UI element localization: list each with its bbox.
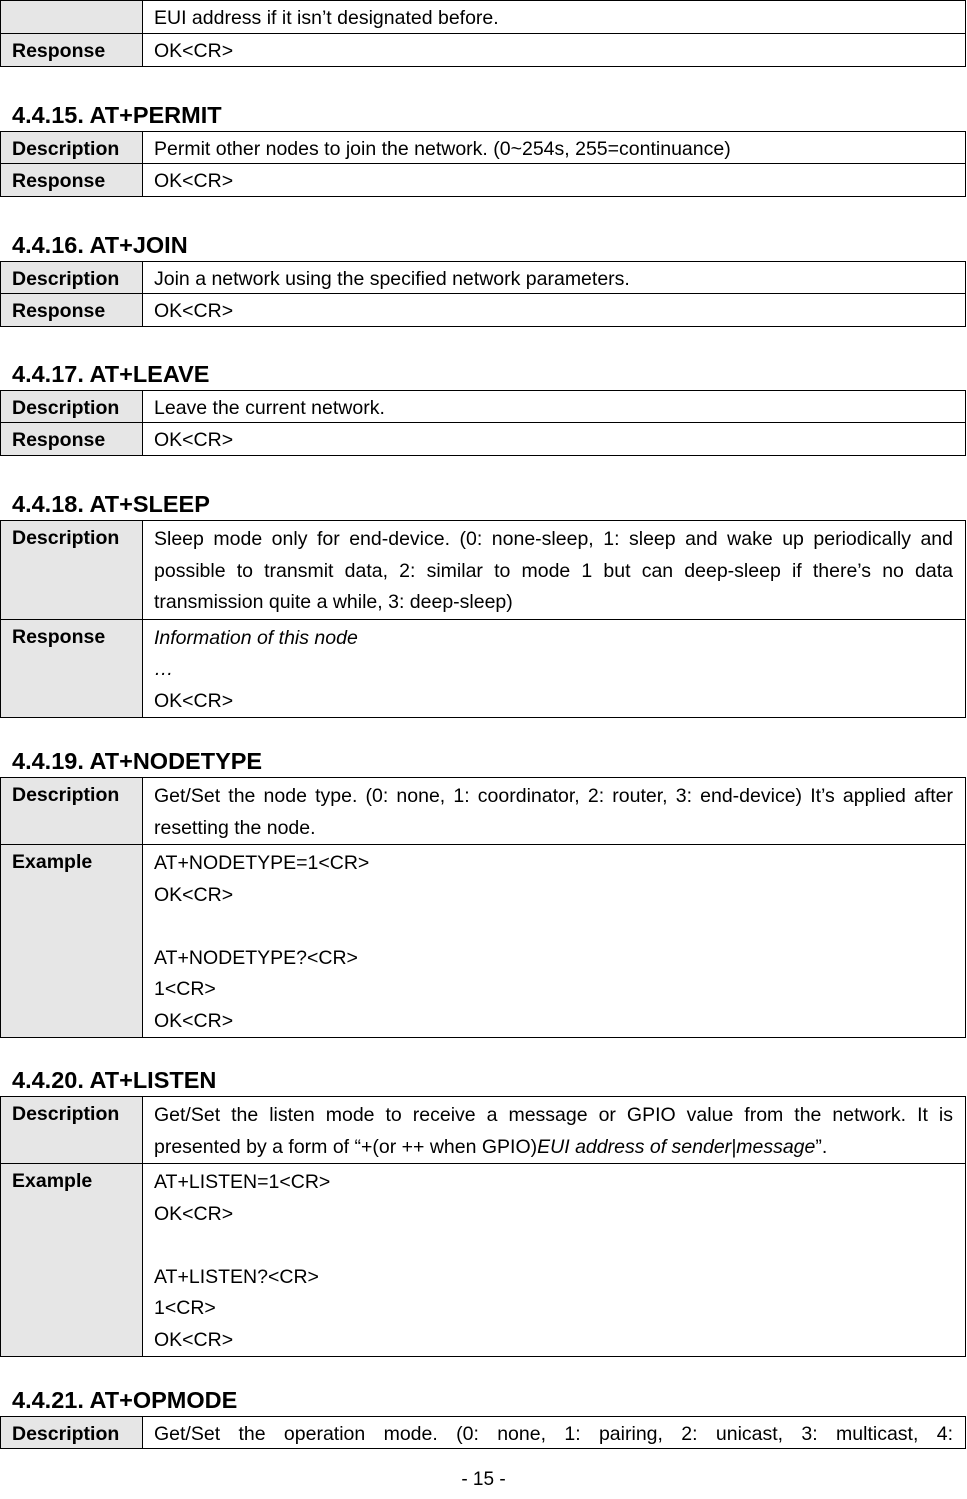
response-label: Response <box>1 423 143 456</box>
example-lines <box>143 845 966 1038</box>
example-line <box>154 911 953 943</box>
example-line: 1<CR> <box>154 1297 216 1319</box>
description-value: Join a network using the specified network parameters. <box>143 262 966 294</box>
table-sleep <box>0 520 966 718</box>
example-label: Example <box>1 845 143 1038</box>
table-join <box>0 261 966 327</box>
section-heading-join: 4.4.16. AT+JOIN <box>12 232 188 258</box>
response-label: Response <box>1 34 143 67</box>
description-italic: EUI address of sender|message <box>537 1135 816 1158</box>
example-lines <box>143 1164 966 1357</box>
table-permit <box>0 131 966 197</box>
response-line: Information of this node <box>154 626 358 649</box>
description-label: Description <box>1 521 143 620</box>
table-continuation <box>0 0 966 67</box>
continuation-text: EUI address if it isn’t designated before. <box>143 1 966 34</box>
response-value: OK<CR> <box>143 294 966 327</box>
description-label: Description <box>1 132 143 164</box>
table-listen <box>0 1096 966 1357</box>
description-value: Leave the current network. <box>143 391 966 423</box>
description-value: Permit other nodes to join the network. (0~254s, 255=continuance) <box>143 132 966 164</box>
description-label: Description <box>1 778 143 845</box>
example-label: Example <box>1 1164 143 1357</box>
empty-label-cell <box>1 1 143 34</box>
response-value: OK<CR> <box>143 34 966 67</box>
section-heading-permit: 4.4.15. AT+PERMIT <box>12 102 222 128</box>
section-heading-leave: 4.4.17. AT+LEAVE <box>12 361 210 387</box>
section-heading-nodetype: 4.4.19. AT+NODETYPE <box>12 748 263 774</box>
description-label: Description <box>1 391 143 423</box>
description-value: Get/Set the operation mode. (0: none, 1: pairing, 2: unicast, 3: multicast, 4: <box>143 1417 966 1449</box>
response-label: Response <box>1 294 143 327</box>
response-value: OK<CR> <box>143 423 966 456</box>
response-label: Response <box>1 619 143 718</box>
page-number: - 15 - <box>461 1469 506 1490</box>
example-line: AT+NODETYPE=1<CR> <box>154 852 370 874</box>
table-leave <box>0 390 966 456</box>
description-value: Sleep mode only for end-device. (0: none-sleep, 1: sleep and wake up periodically and possible to transmit data, 2: similar to mode 1 but can deep-sleep if there’s no data transmission quite a while, 3: deep-sleep) <box>143 521 966 620</box>
example-line: 1<CR> <box>154 978 216 1000</box>
example-line: AT+LISTEN=1<CR> <box>154 1171 331 1193</box>
response-value: OK<CR> <box>143 164 966 197</box>
example-line: OK<CR> <box>154 1009 234 1032</box>
description-label: Description <box>1 1417 143 1449</box>
description-value <box>143 1097 966 1164</box>
response-lines <box>143 619 966 718</box>
section-heading-listen: 4.4.20. AT+LISTEN <box>12 1067 217 1093</box>
example-line: OK<CR> <box>154 1202 234 1225</box>
response-line: … <box>154 658 174 680</box>
example-line: OK<CR> <box>154 1328 234 1351</box>
example-line <box>154 1230 953 1262</box>
description-label: Description <box>1 1097 143 1164</box>
section-heading-opmode: 4.4.21. AT+OPMODE <box>12 1387 238 1413</box>
description-value: Get/Set the node type. (0: none, 1: coordinator, 2: router, 3: end-device) It’s applied after resetting the node. <box>143 778 966 845</box>
table-opmode <box>0 1416 966 1449</box>
description-end: ”. <box>815 1135 828 1158</box>
description-text: Get/Set the listen mode to receive a message or GPIO value from the network. It is presented by a form of “+(or ++ when GPIO) <box>154 1104 953 1158</box>
description-label: Description <box>1 262 143 294</box>
table-nodetype <box>0 777 966 1038</box>
section-heading-sleep: 4.4.18. AT+SLEEP <box>12 491 210 517</box>
example-line: AT+NODETYPE?<CR> <box>154 946 358 969</box>
response-line: OK<CR> <box>154 689 234 712</box>
response-label: Response <box>1 164 143 197</box>
example-line: OK<CR> <box>154 883 234 906</box>
example-line: AT+LISTEN?<CR> <box>154 1265 319 1288</box>
